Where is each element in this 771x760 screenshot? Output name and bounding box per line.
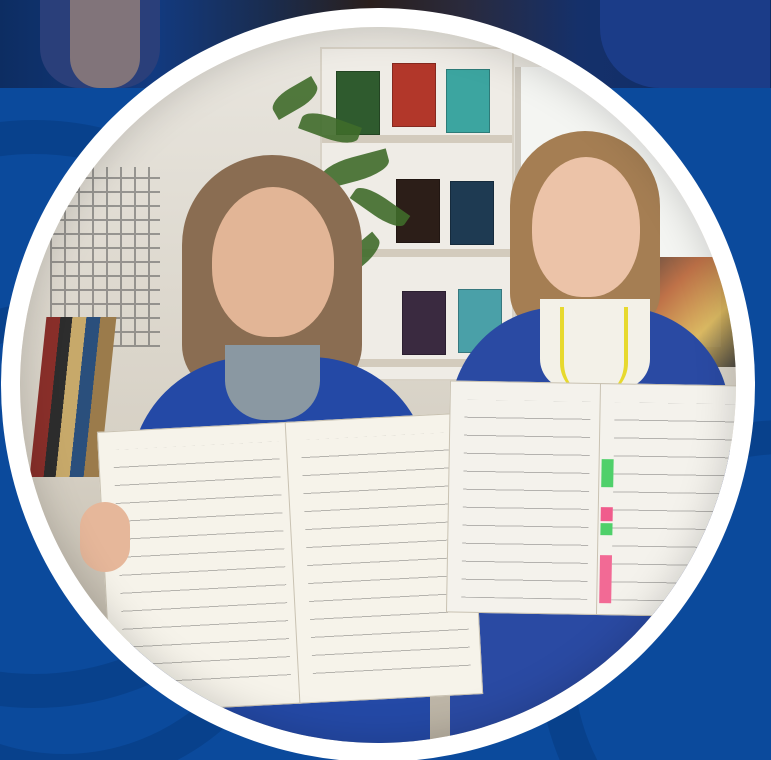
photo-vignette (20, 27, 736, 743)
circular-photo (20, 27, 736, 743)
